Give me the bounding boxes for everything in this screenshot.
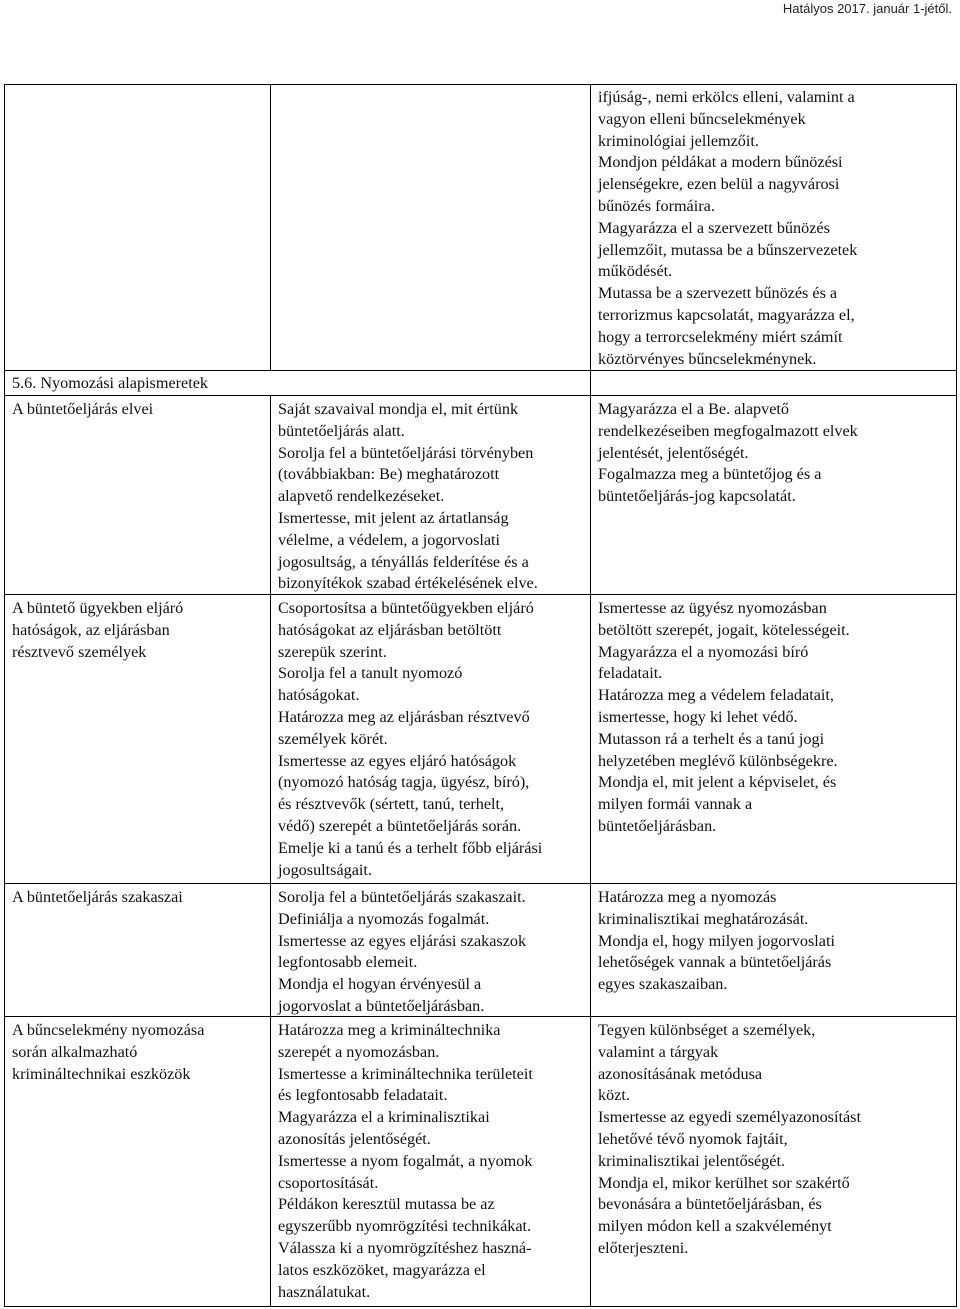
text-line: Ismertesse az egyedi személyazonosítást bbox=[598, 1108, 861, 1127]
text-line: lehetőségek vannak a büntetőeljárás bbox=[598, 953, 832, 972]
outcomes-cell bbox=[278, 887, 526, 1018]
text-line: (továbbiakban: Be) meghatározott bbox=[278, 465, 500, 484]
topic-cell bbox=[12, 399, 153, 421]
text-line: előterjeszteni. bbox=[598, 1238, 689, 1257]
text-line: Ismertesse az ügyész nyomozásban bbox=[598, 599, 827, 617]
text-line: Tegyen különbséget a személyek, bbox=[598, 1021, 816, 1039]
text-line: szerepét a nyomozásban. bbox=[278, 1042, 440, 1061]
row-divider bbox=[4, 883, 957, 884]
text-line: büntetőeljárás-jog kapcsolatát. bbox=[598, 487, 796, 506]
text-line: latos eszközöket, magyarázza el bbox=[278, 1260, 486, 1279]
text-line: csoportosítását. bbox=[278, 1173, 379, 1192]
text-line: krimináltechnikai eszközök bbox=[12, 1064, 191, 1083]
text-line: és résztvevők (sértett, tanú, terhelt, bbox=[278, 795, 505, 814]
text-line: személyek körét. bbox=[278, 729, 388, 748]
text-line: A büntetőeljárás elvei bbox=[12, 400, 154, 418]
text-line: jelenségekre, ezen belül a nagyvárosi bbox=[598, 175, 840, 194]
text-line: szerepük szerint. bbox=[278, 642, 387, 661]
text-line: betöltött szerepét, jogait, kötelességeit. bbox=[598, 620, 850, 639]
outcomes-cell bbox=[278, 1020, 533, 1303]
text-line: Példákon keresztül mutassa be az bbox=[278, 1195, 495, 1214]
text-line: bűnözés formáira. bbox=[598, 196, 715, 215]
text-line: legfontosabb elemeit. bbox=[278, 953, 418, 972]
text-line: lehetővé tévő nyomok fajtáit, bbox=[598, 1129, 788, 1148]
text-line: Csoportosítsa a büntetőügyekben eljáró bbox=[278, 599, 534, 617]
text-line: bizonyítékok szabad értékelésének elve. bbox=[278, 574, 538, 593]
text-line: Határozza meg a védelem feladatait, bbox=[598, 686, 834, 705]
table-border-right bbox=[956, 84, 957, 1307]
section-title: 5.6. Nyomozási alapismeretek bbox=[12, 374, 208, 392]
text-line: jogosultság, a tényállás felderítése és a bbox=[278, 552, 529, 571]
text-line: Határozza meg az eljárásban résztvevő bbox=[278, 707, 530, 726]
text-line: Magyarázza el a Be. alapvető bbox=[598, 400, 789, 418]
text-line: egyszerűbb nyomrögzítési technikákat. bbox=[278, 1217, 532, 1236]
text-line: vélelme, a védelem, a jogorvoslati bbox=[278, 530, 501, 549]
column-divider-1 bbox=[270, 84, 271, 370]
text-line: Ismertesse, mit jelent az ártatlanság bbox=[278, 508, 509, 527]
text-line: Emelje ki a tanú és a terhelt főbb eljárási bbox=[278, 838, 543, 857]
text-line: jelentését, jelentőségét. bbox=[598, 443, 749, 462]
text-line: köztörvényes bűncselekménynek. bbox=[598, 349, 817, 368]
text-line: A bűncselekmény nyomozása bbox=[12, 1021, 205, 1039]
outcomes-cell bbox=[278, 399, 538, 595]
topic-cell bbox=[12, 887, 183, 909]
text-line: Határozza meg a nyomozás bbox=[598, 888, 777, 906]
text-line: rendelkezéseiben megfogalmazott elvek bbox=[598, 421, 858, 440]
text-line: Határozza meg a krimináltechnika bbox=[278, 1021, 501, 1039]
text-line: jogorvoslat a büntetőeljárásban. bbox=[278, 996, 485, 1015]
table-border-bottom bbox=[4, 1306, 957, 1307]
text-line: Sorolja fel a tanult nyomozó bbox=[278, 664, 463, 683]
text-line: helyzetében meglévő különbségekre. bbox=[598, 751, 838, 770]
text-line: A büntetőeljárás szakaszai bbox=[12, 888, 183, 906]
text-line: működését. bbox=[598, 262, 673, 281]
text-line: milyen formái vannak a bbox=[598, 795, 753, 814]
text-line: Ismertesse a nyom fogalmát, a nyomok bbox=[278, 1151, 533, 1170]
text-line: büntetőeljárásban. bbox=[598, 816, 717, 835]
advanced-cell bbox=[598, 887, 835, 996]
advanced-cell bbox=[598, 1020, 861, 1260]
text-line: büntetőeljárás alatt. bbox=[278, 421, 405, 440]
text-line: kriminalisztikai jelentőségét. bbox=[598, 1151, 786, 1170]
text-line: bevonására a büntetőeljárásban, és bbox=[598, 1195, 822, 1214]
text-line: Mondja el, mikor kerülhet sor szakértő bbox=[598, 1173, 850, 1192]
text-line: Saját szavaival mondja el, mit értünk bbox=[278, 400, 519, 418]
text-line: használatukat. bbox=[278, 1282, 371, 1301]
column-divider-2 bbox=[590, 84, 591, 1307]
text-line: védő) szerepét a büntetőeljárás során. bbox=[278, 816, 522, 835]
text-line: alapvető rendelkezéseket. bbox=[278, 487, 445, 506]
text-line: Ismertesse az egyes eljárási szakaszok bbox=[278, 931, 527, 950]
outcomes-cell bbox=[278, 598, 542, 881]
text-line: egyes szakaszaiban. bbox=[598, 975, 728, 994]
text-line: milyen módon kell a szakvéleményt bbox=[598, 1217, 832, 1236]
text-line: hatóságokat. bbox=[278, 686, 360, 705]
text-line: Ismertesse a krimináltechnika területeit bbox=[278, 1064, 533, 1083]
advanced-cell bbox=[598, 399, 858, 508]
text-line: hogy a terrorcselekmény miért számít bbox=[598, 327, 843, 346]
topic-cell bbox=[12, 1020, 204, 1085]
text-line: hatóságok, az eljárásban bbox=[12, 620, 170, 639]
text-line: terrorizmus kapcsolatát, magyarázza el, bbox=[598, 305, 855, 324]
text-line: Sorolja fel a büntetőeljárás szakaszait. bbox=[278, 888, 526, 906]
text-line: kriminológiai jellemzőit. bbox=[598, 131, 759, 150]
row-divider bbox=[4, 395, 957, 396]
text-line: Magyarázza el a kriminalisztikai bbox=[278, 1108, 490, 1127]
column-divider-1 bbox=[270, 395, 271, 1307]
text-line: feladatait. bbox=[598, 664, 663, 683]
text-line: jellemzőit, mutassa be a bűnszervezetek bbox=[598, 240, 858, 259]
text-line: Mondja el hogyan érvényesül a bbox=[278, 975, 482, 994]
text-line: kriminalisztikai meghatározását. bbox=[598, 909, 809, 928]
text-line: ismertesse, hogy ki lehet védő. bbox=[598, 707, 798, 726]
text-line: azonosítás jelentőségét. bbox=[278, 1129, 431, 1148]
text-line: jogosultságait. bbox=[278, 860, 372, 879]
text-line: és legfontosabb feladatait. bbox=[278, 1086, 448, 1105]
table-border-left bbox=[4, 84, 5, 1307]
text-line: Mutassa be a szervezett bűnözés és a bbox=[598, 284, 838, 303]
text-line: Fogalmazza meg a büntetőjog és a bbox=[598, 465, 822, 484]
text-line: azonosításának metódusa bbox=[598, 1064, 763, 1083]
text-line: Magyarázza el a szervezett bűnözés bbox=[598, 218, 830, 237]
text-line: résztvevő személyek bbox=[12, 642, 147, 661]
text-line: során alkalmazható bbox=[12, 1042, 138, 1061]
text-line: Mondja el, mit jelent a képviselet, és bbox=[598, 773, 837, 792]
text-line: Definiálja a nyomozás fogalmát. bbox=[278, 909, 490, 928]
effective-date-header: Hatályos 2017. január 1-jétől. bbox=[782, 1, 952, 16]
text-line: közt. bbox=[598, 1086, 630, 1105]
text-line: Mondjon példákat a modern bűnözési bbox=[598, 153, 843, 172]
continued-advanced-requirements bbox=[598, 87, 857, 370]
text-line: hatóságokat az eljárásban betöltött bbox=[278, 620, 502, 639]
text-line: Ismertesse az egyes eljáró hatóságok bbox=[278, 751, 517, 770]
text-line: Sorolja fel a büntetőeljárási törvényben bbox=[278, 443, 534, 462]
text-line: ifjúság-, nemi erkölcs elleni, valamint a bbox=[598, 88, 855, 106]
text-line: Magyarázza el a nyomozási bíró bbox=[598, 642, 809, 661]
text-line: Mondja el, hogy milyen jogorvoslati bbox=[598, 931, 835, 950]
text-line: Válassza ki a nyomrögzítéshez haszná- bbox=[278, 1238, 532, 1257]
text-line: (nyomozó hatóság tagja, ügyész, bíró), bbox=[278, 773, 530, 792]
text-line: Mutasson rá a terhelt és a tanú jogi bbox=[598, 729, 825, 748]
text-line: vagyon elleni bűncselekmények bbox=[598, 109, 806, 128]
advanced-cell bbox=[598, 598, 850, 838]
topic-cell bbox=[12, 598, 183, 663]
table-border-top bbox=[4, 84, 957, 85]
text-line: A büntető ügyekben eljáró bbox=[12, 599, 184, 617]
text-line: valamint a tárgyak bbox=[598, 1042, 719, 1061]
